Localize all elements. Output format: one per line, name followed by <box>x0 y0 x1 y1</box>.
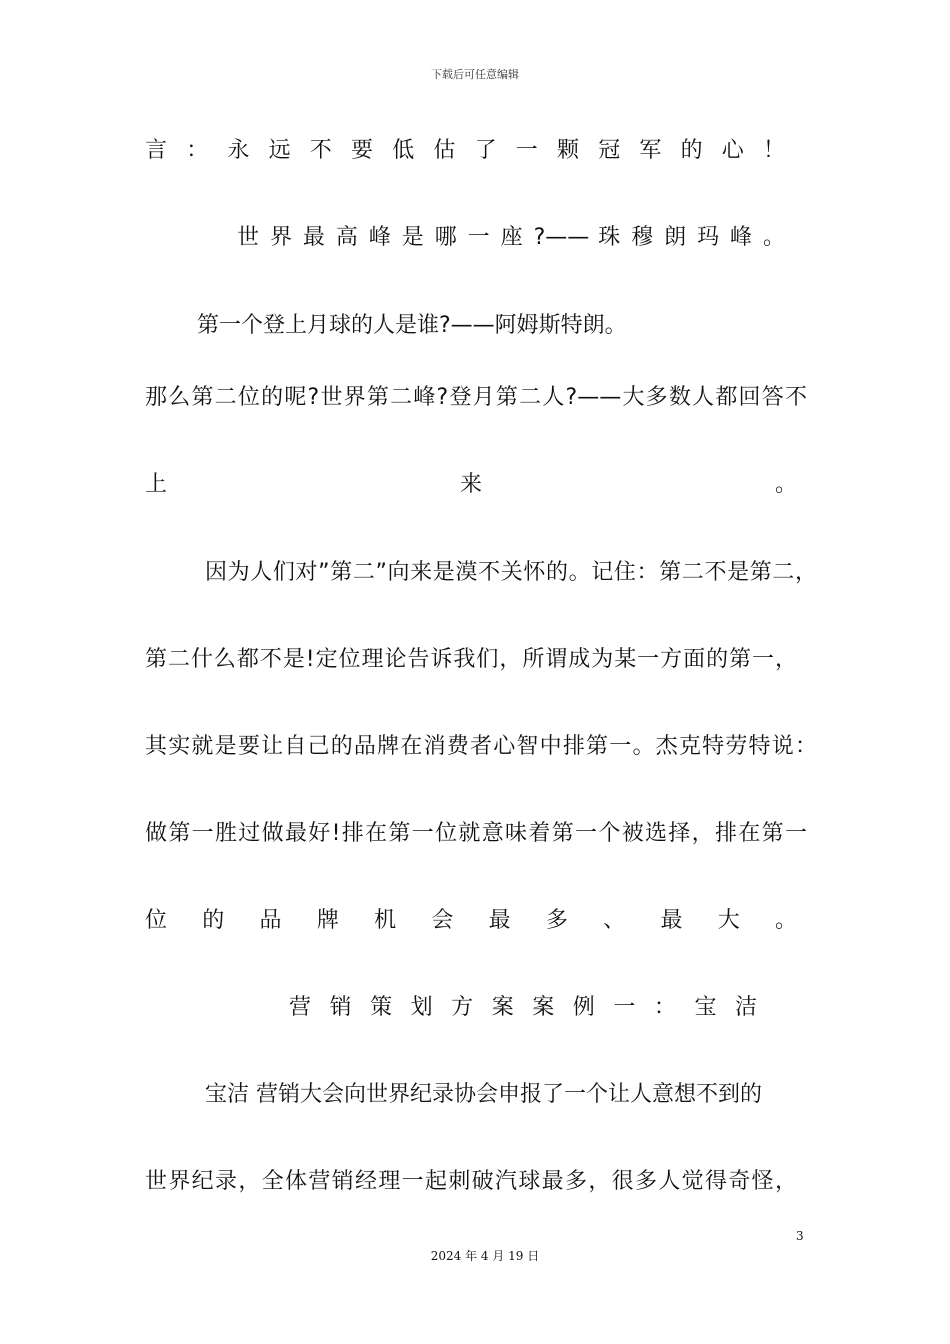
body-line-13: 世界纪录，全体营销经理一起刺破汽球最多，很多人觉得奇怪， <box>145 1169 797 1194</box>
body-line-5: 上 来 。 <box>145 472 797 497</box>
section-heading: 营 销 策 划 方 案 案 例 一 ： 宝 洁 <box>289 995 757 1020</box>
body-line-1: 言 ： 永 远 不 要 低 估 了 一 颗 冠 军 的 心 ！ <box>145 138 785 163</box>
body-line-9: 做第一胜过做最好!排在第一位就意味着第一个被选择，排在第一 <box>145 821 807 846</box>
body-line-7: 第二什么都不是!定位理论告诉我们，所谓成为某一方面的第一， <box>145 647 797 672</box>
page-number: 3 <box>796 1229 804 1243</box>
body-line-6: 因为人们对”第二”向来是漠不关怀的。记住：第二不是第二， <box>205 560 817 585</box>
body-line-12: 宝洁 营销大会向世界纪录协会申报了一个让人意想不到的 <box>205 1082 762 1107</box>
page-header: 下载后可任意编辑 <box>431 68 519 81</box>
page-footer-date: 2024 年 4 月 19 日 <box>430 1249 540 1263</box>
body-line-10: 位 的 品 牌 机 会 最 多 、 最 大 。 <box>145 908 797 933</box>
body-line-8: 其实就是要让自己的品牌在消费者心智中排第一。杰克特劳特说： <box>145 734 817 759</box>
body-line-3: 第一个登上月球的人是谁?——阿姆斯特朗。 <box>197 313 627 338</box>
body-line-4: 那么第二位的呢?世界第二峰?登月第二人?——大多数人都回答不 <box>145 385 807 410</box>
body-line-2: 世 界 最 高 峰 是 哪 一 座 ?—— 珠 穆 朗 玛 峰 。 <box>237 225 785 250</box>
